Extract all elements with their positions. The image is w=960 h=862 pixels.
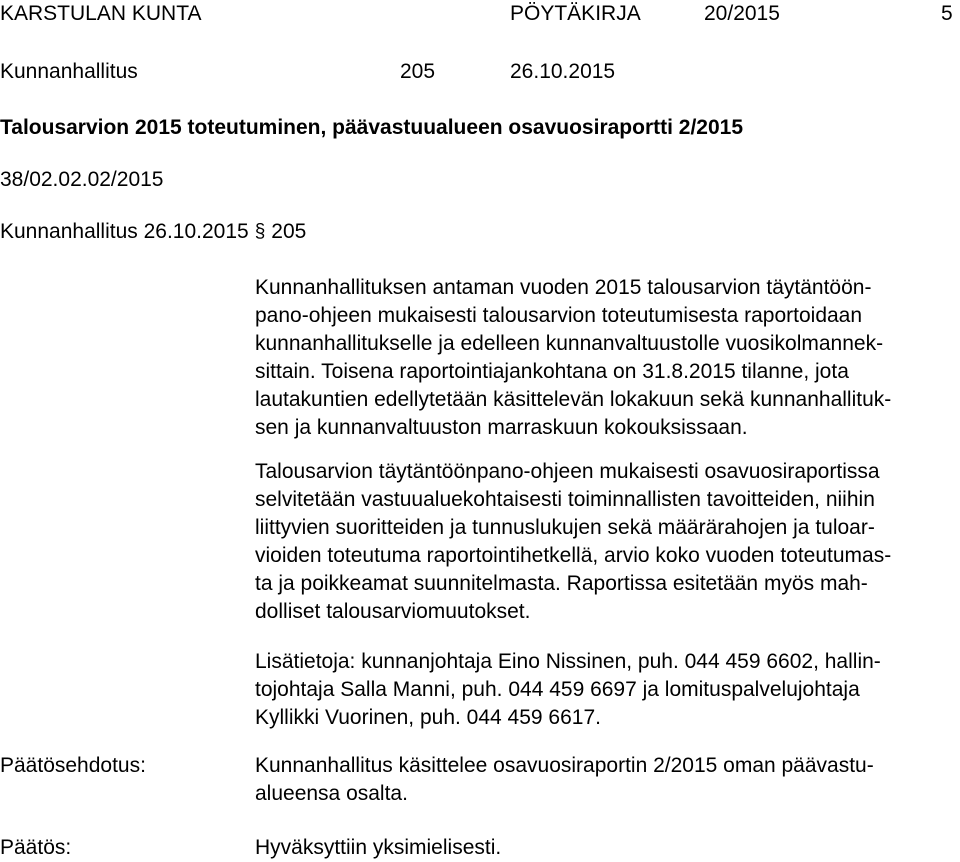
page-number: 5 — [941, 2, 953, 25]
text-line: Talousarvion täytäntöönpano-ohjeen mukaisesti osavuosiraportissa — [255, 460, 880, 483]
text-line: sen ja kunnanvaltuuston marraskuun kokouksissaan. — [255, 416, 748, 439]
text-line: Lisätietoja: kunnanjohtaja Eino Nissinen, puh. 044 459 6602, hallin- — [255, 650, 881, 673]
text-line: vioiden toteutuma raportointihetkellä, arvio koko vuoden toteutumas- — [255, 544, 892, 567]
text-line: Kunnanhallitus käsittelee osavuosiraportin 2/2015 oman päävastu- — [255, 754, 874, 777]
meeting-body: Kunnanhallitus — [0, 60, 138, 83]
decision-text — [255, 834, 960, 862]
body-paragraph-1 — [255, 274, 960, 442]
document-number: 20/2015 — [704, 2, 780, 25]
contact-info-paragraph — [255, 648, 960, 732]
text-line: Kyllikki Vuorinen, puh. 044 459 6617. — [255, 706, 601, 729]
proposal-text — [255, 752, 960, 808]
text-line: ta ja poikkeamat suunnitelmasta. Raportissa esitetään myös mah- — [255, 572, 868, 595]
text-line: sittain. Toisena raportointiajankohtana on 31.8.2015 tilanne, jota — [255, 360, 849, 383]
text-line: alueensa osalta. — [255, 782, 408, 805]
body-paragraph-2 — [255, 458, 960, 626]
case-title: Talousarvion 2015 toteutuminen, päävastuualueen osavuosiraportti 2/2015 — [0, 116, 744, 139]
text-line: pano-ohjeen mukaisesti talousarvion toteutumisesta raportoidaan — [255, 304, 863, 327]
case-id: 38/02.02.02/2015 — [0, 168, 164, 191]
paragraph-section-icon: § — [254, 221, 266, 242]
text-line: Kunnanhallituksen antaman vuoden 2015 talousarvion täytäntöön- — [255, 276, 872, 299]
proposal-label: Päätösehdotus: — [0, 754, 146, 777]
text-line: kunnanhallitukselle ja edelleen kunnanvaltuustolle vuosikolmannek- — [255, 332, 884, 355]
text-line: Hyväksyttiin yksimielisesti. — [255, 836, 502, 859]
meeting-date: 26.10.2015 — [510, 60, 616, 83]
case-history-entry — [0, 218, 306, 247]
organization-name: KARSTULAN KUNTA — [0, 2, 202, 25]
history-entry-text: Kunnanhallitus 26.10.2015 — [0, 220, 249, 243]
text-line: dolliset talousarviomuutokset. — [255, 600, 531, 623]
meeting-section-number: 205 — [400, 60, 436, 83]
text-line: lautakuntien edellytetään käsittelevän lokakuun sekä kunnanhallituk- — [255, 388, 892, 411]
history-section-number: 205 — [271, 220, 307, 243]
decision-label: Päätös: — [0, 836, 72, 859]
text-line: liittyvien suoritteiden ja tunnuslukujen sekä määrärahojen ja tuloar- — [255, 516, 875, 539]
document-type: PÖYTÄKIRJA — [510, 2, 641, 25]
text-line: selvitetään vastuualuekohtaisesti toiminnallisten tavoitteiden, niihin — [255, 488, 875, 511]
text-line: tojohtaja Salla Manni, puh. 044 459 6697 ja lomituspalvelujohtaja — [255, 678, 860, 701]
